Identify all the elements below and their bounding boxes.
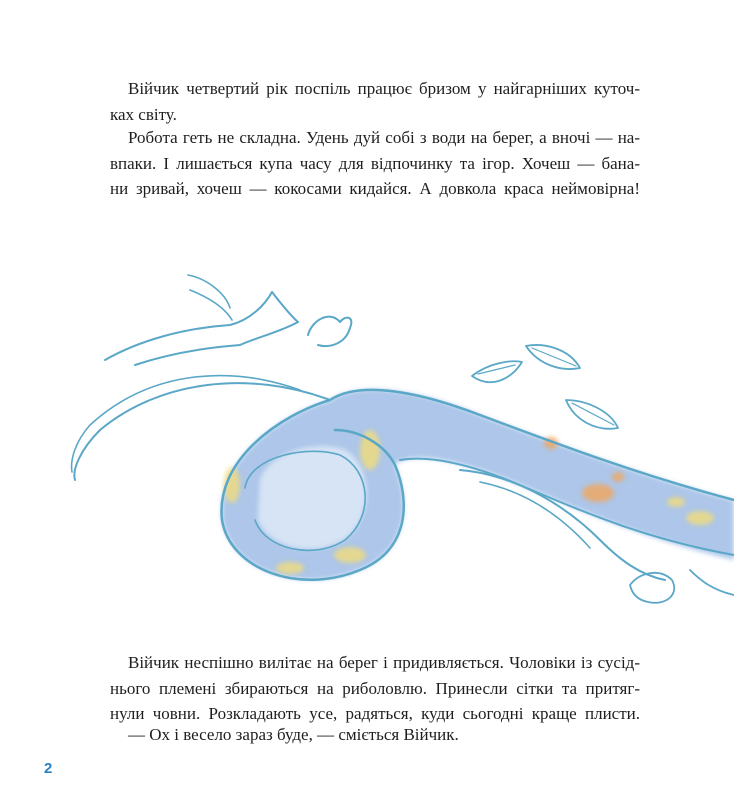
text-line: ках світу.	[110, 104, 177, 124]
breeze-loop-wash	[221, 389, 734, 579]
text-line: Війчик четвертий рік поспіль працює бризом у найгарніших куточ-	[128, 79, 640, 98]
leaf-icon	[472, 361, 522, 382]
paragraph-1	[110, 76, 640, 127]
text-line: нули човни. Розкладають усе, радяться, куди сьогодні краще плисти.	[110, 704, 640, 723]
text-line: ни зривай, хочеш — кокосами кидайся. А довкола краса неймовірна!	[110, 179, 640, 198]
text-line: Війчик неспішно вилітає на берег і придивляється. Чоловіки із сусід-	[128, 653, 640, 672]
page-number: 2	[44, 760, 53, 777]
paragraph-2	[110, 125, 640, 202]
text-line: — Ох і весело зараз буде, — сміється Війчик.	[128, 725, 459, 744]
leaf-icon	[566, 400, 618, 429]
leaf-icon	[526, 345, 580, 369]
paragraph-3	[110, 650, 640, 727]
paragraph-4	[110, 722, 640, 748]
text-line: Робота геть не складна. Удень дуй собі з води на берег, а вночі — на-	[128, 128, 640, 147]
text-line: нього племені збираються на риболовлю. Принесли сітки та притяг-	[110, 678, 640, 698]
breeze-illustration	[0, 250, 734, 630]
text-line: впаки. І лишається купа часу для відпочинку та ігор. Хочеш — бана-	[110, 153, 640, 173]
